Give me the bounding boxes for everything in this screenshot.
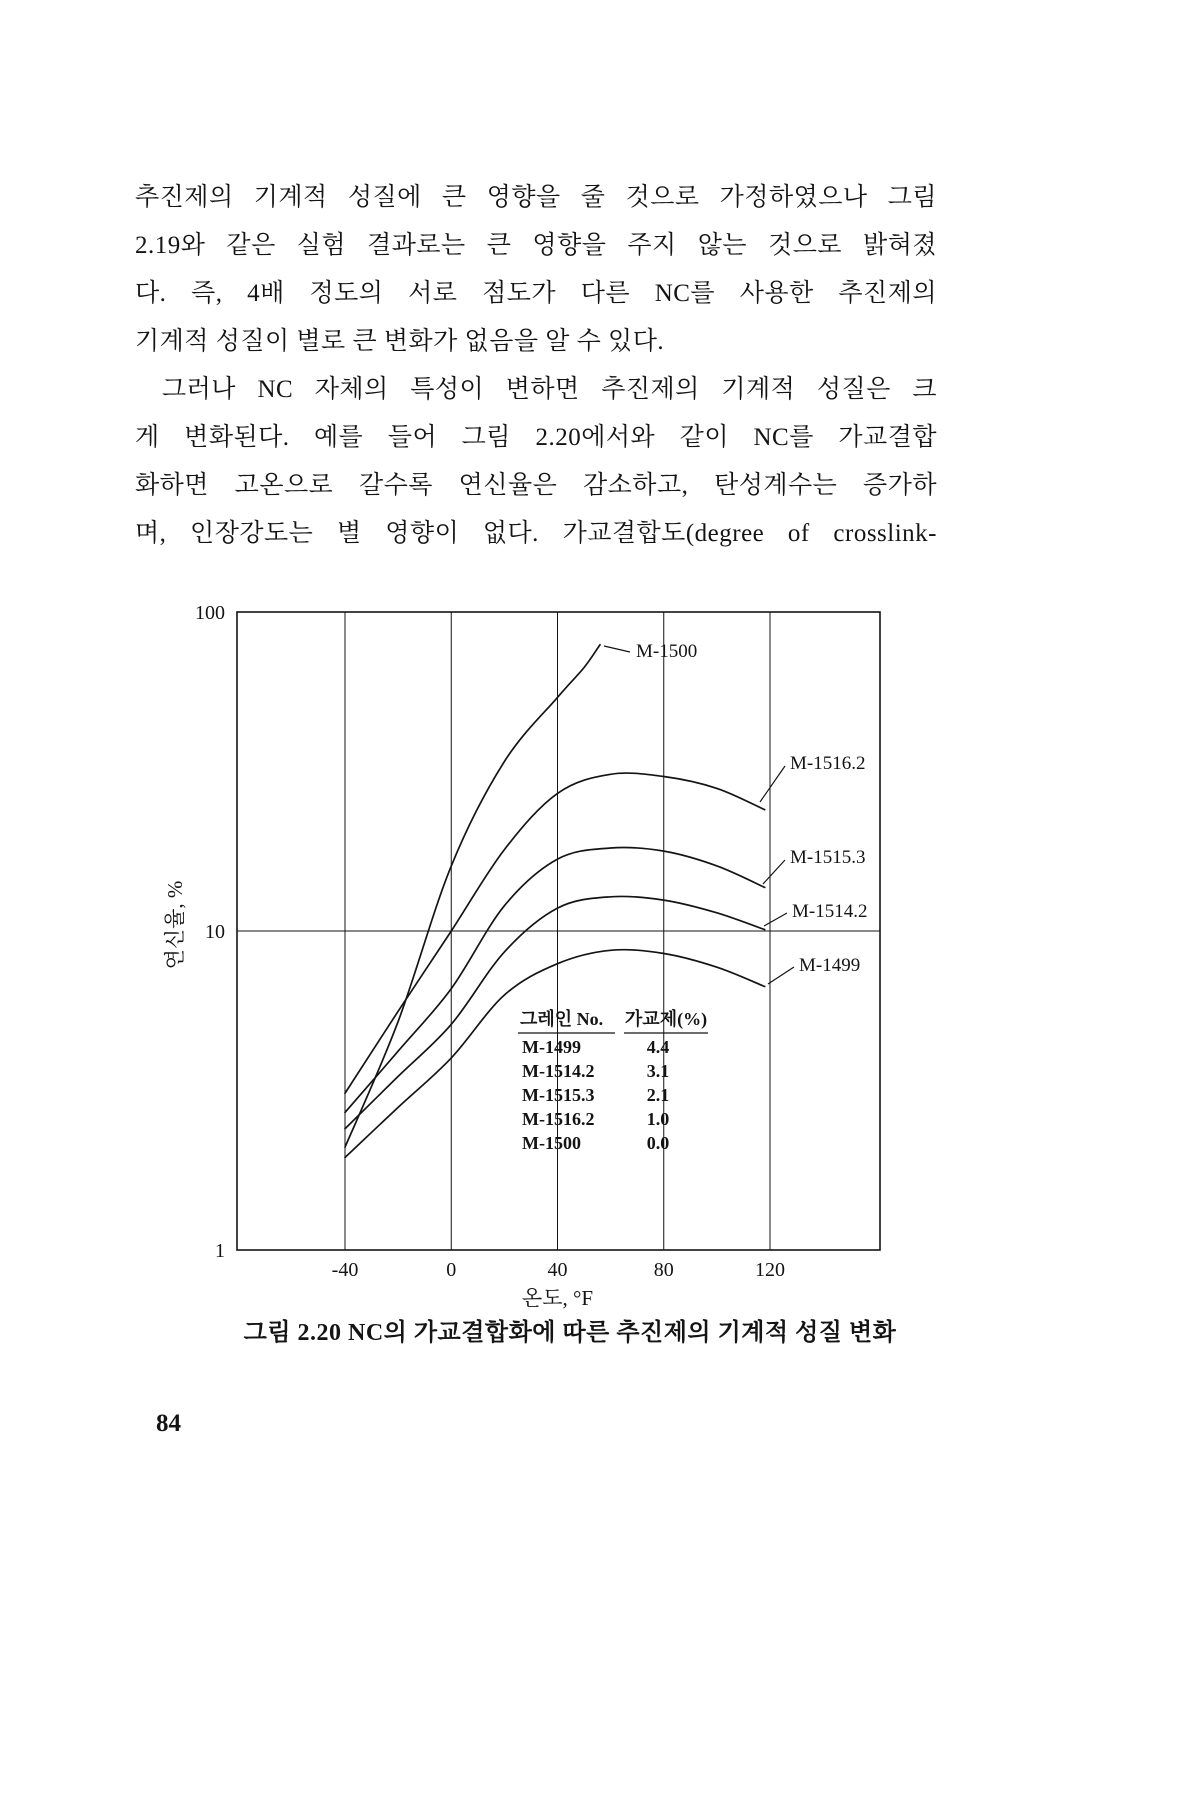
x-axis-tick-label: 120	[755, 1259, 785, 1281]
text-line: 기계적 성질이 별로 큰 변화가 없음을 알 수 있다.	[135, 328, 665, 355]
legend-row-name: M-1514.2	[522, 1061, 595, 1081]
legend-row-name: M-1516.2	[522, 1109, 595, 1129]
text-line: 다. 즉, 4배 정도의 서로 점도가 다른 NC를 사용한 추진제의	[135, 280, 937, 307]
y-axis-tick-label: 100	[195, 602, 225, 624]
x-axis-tick-label: 40	[547, 1259, 568, 1281]
text-line: 며, 인장강도는 별 영향이 없다. 가교결합도(degree of crosslink-	[135, 520, 937, 547]
series-label: M-1516.2	[790, 753, 866, 774]
y-axis-tick-label: 10	[205, 921, 225, 943]
legend-row-value: 0.0	[646, 1133, 670, 1153]
text-line: 추진제의 기계적 성질에 큰 영향을 줄 것으로 가정하였으나 그림	[135, 184, 937, 211]
figure-2-20	[160, 595, 940, 1325]
legend-row-name: M-1515.3	[522, 1085, 595, 1105]
legend-row-value: 2.1	[646, 1085, 670, 1105]
x-axis-tick-label: 80	[653, 1259, 674, 1281]
y-axis-tick-label: 1	[215, 1240, 225, 1262]
leader-line	[763, 860, 785, 884]
elongation-temperature-chart	[160, 595, 940, 1325]
legend-row-name: M-1500	[522, 1133, 581, 1153]
leader-line	[760, 766, 785, 802]
x-axis-title: 온도, °F	[521, 1286, 594, 1310]
series-label: M-1500	[636, 641, 698, 662]
y-axis-title: 연신율, %	[163, 880, 187, 970]
text-line: 그러나 NC 자체의 특성이 변하면 추진제의 기계적 성질은 크	[162, 376, 937, 403]
series-label: M-1514.2	[792, 901, 868, 922]
leader-line	[604, 646, 630, 652]
leader-line	[768, 967, 794, 984]
figure-caption: 그림 2.20 NC의 가교결합화에 따른 추진제의 기계적 성질 변화	[243, 1320, 897, 1346]
series-label: M-1515.3	[790, 847, 866, 868]
legend-row-name: M-1499	[522, 1037, 581, 1057]
text-line: 화하면 고온으로 갈수록 연신율은 감소하고, 탄성계수는 증가하	[135, 472, 937, 499]
leader-line	[764, 913, 787, 926]
legend-row-value: 4.4	[646, 1037, 670, 1057]
page-number: 84	[156, 1410, 181, 1437]
x-axis-tick-label: -40	[331, 1259, 359, 1281]
legend-header-crosslinker: 가교제(%)	[624, 1009, 708, 1029]
legend-header-grain: 그레인 No.	[520, 1009, 604, 1029]
text-line: 게 변화된다. 예를 들어 그림 2.20에서와 같이 NC를 가교결합	[135, 424, 937, 451]
series-label: M-1499	[799, 955, 861, 976]
text-block	[135, 174, 937, 558]
text-line: 2.19와 같은 실험 결과로는 큰 영향을 주지 않는 것으로 밝혀졌	[135, 232, 937, 259]
legend-row-value: 1.0	[646, 1109, 670, 1129]
x-axis-tick-label: 0	[446, 1259, 457, 1281]
legend-row-value: 3.1	[646, 1061, 670, 1081]
